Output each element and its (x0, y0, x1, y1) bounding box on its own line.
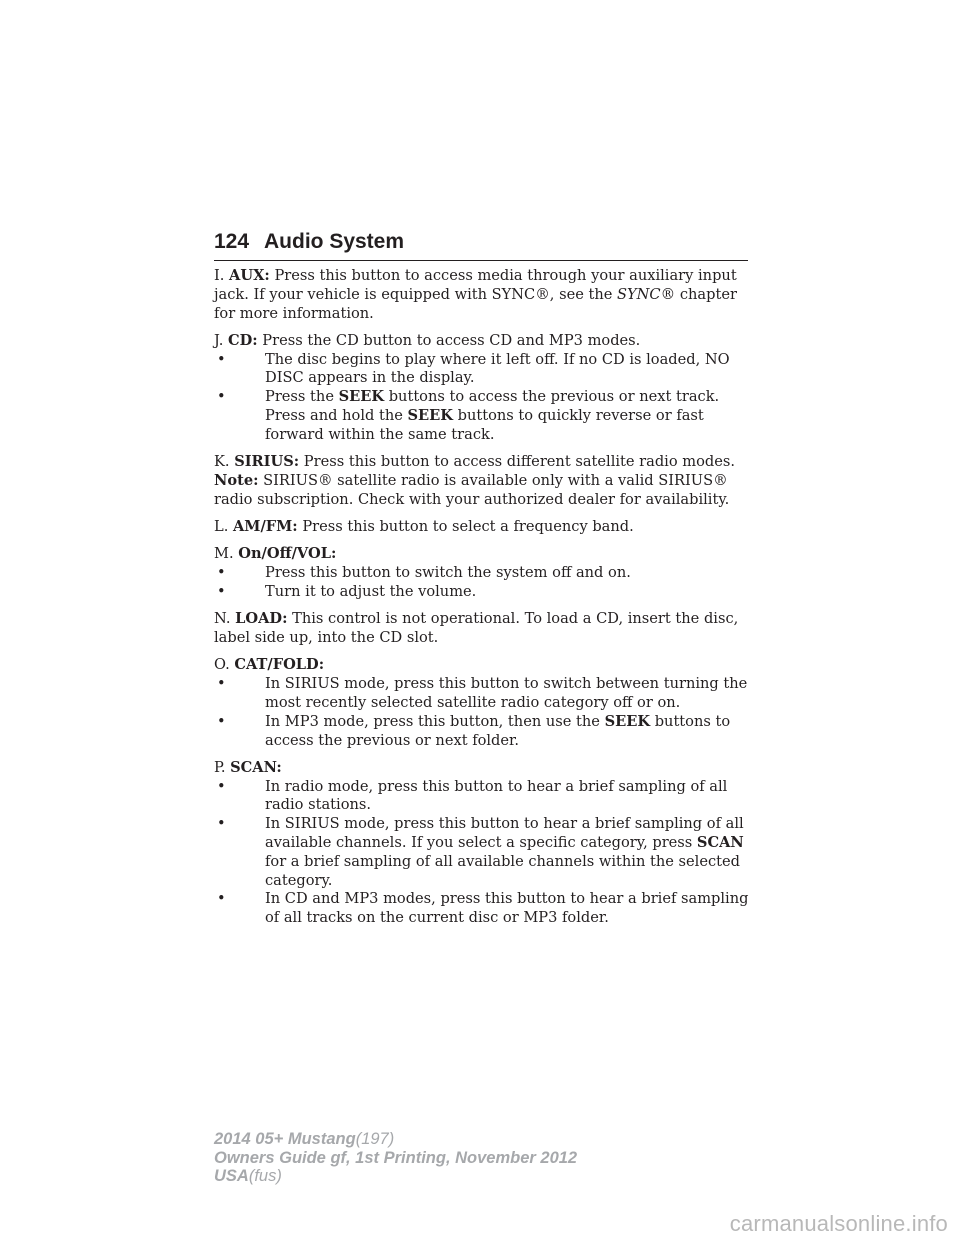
page-number: 124 (214, 230, 250, 253)
cd-label: CD: (228, 331, 258, 349)
catfold-label: CAT/FOLD: (234, 656, 325, 674)
bullet-icon: • (217, 564, 226, 582)
bullet-icon: • (217, 350, 226, 368)
print-info-footer (214, 1130, 577, 1186)
watermark: carmanualsonline.info (729, 1211, 948, 1236)
list-item: • The disc begins to play where it left off. If no CD is loaded, NO DISC appears in the display. (217, 350, 730, 387)
footer-line-1: 2014 05+ Mustang(197) (214, 1130, 395, 1148)
item-scan: P. SCAN: (214, 758, 282, 776)
bullet-icon: • (217, 890, 226, 908)
bullet-icon: • (217, 675, 226, 693)
note: Note: SIRIUS® satellite radio is available only with a valid SIRIUS® radio subscription. Check with your authorized dealer for availability. (214, 471, 730, 508)
list-item: • In CD and MP3 modes, press this button to hear a brief sampling of all tracks on the current disc or MP3 folder. (217, 890, 749, 927)
item-amfm: L. AM/FM: Press this button to select a frequency band. (214, 518, 634, 536)
footer-line-3: USA(fus) (214, 1167, 282, 1185)
list-item: • In MP3 mode, press this button, then use the SEEK buttons to access the previous or next folder. (217, 712, 731, 749)
bullet-icon: • (217, 712, 226, 730)
list-item: • In SIRIUS mode, press this button to switch between turning the most recently selected satellite radio category off or on. (217, 675, 748, 711)
bullet-icon: • (217, 582, 226, 600)
list-item: • Press the SEEK buttons to access the previous or next track. Press and hold the SEEK buttons to quickly reverse or fast forward within the same track. (217, 388, 720, 443)
page-title: Audio System (264, 230, 405, 253)
item-onoff: M. On/Off/VOL: (214, 545, 337, 563)
page-header (214, 230, 748, 261)
item-cd: J. CD: Press the CD button to access CD and MP3 modes. (214, 331, 641, 349)
bullet-icon: • (217, 815, 226, 833)
item-sirius: K. SIRIUS: Press this button to access different satellite radio modes. (214, 453, 736, 471)
list-item: • In radio mode, press this button to hear a brief sampling of all radio stations. (217, 777, 728, 814)
aux-label: AUX: (229, 267, 270, 284)
footer-line-2: Owners Guide gf, 1st Printing, November 2012 (214, 1148, 578, 1167)
bullet-icon: • (217, 777, 226, 795)
item-load: N. LOAD: This control is not operational. To load a CD, insert the disc, label side up, into the CD slot. (214, 610, 739, 647)
onoff-label: On/Off/VOL: (238, 545, 337, 563)
list-item: • Turn it to adjust the volume. (217, 582, 477, 600)
note-label: Note: (214, 471, 259, 489)
scan-label: SCAN: (230, 758, 282, 776)
list-item: • In SIRIUS mode, press this button to hear a brief sampling of all available channels. If you select a specific category, press SCAN for a brief sampling of all available channels within the selected category. (217, 815, 744, 889)
amfm-label: AM/FM: (232, 518, 298, 536)
item-catfold: O. CAT/FOLD: (214, 656, 325, 674)
load-label: LOAD: (235, 610, 288, 628)
item-aux: I. AUX: Press this button to access media through your auxiliary input jack. If your vehicle is equipped with SYNC®, see the SYNC® chapter for more information. (214, 267, 737, 322)
sync-reference: SYNC® (617, 285, 676, 303)
page-content (214, 267, 754, 928)
sirius-label: SIRIUS: (234, 453, 300, 471)
bullet-icon: • (217, 388, 226, 406)
list-item: • Press this button to switch the system off and on. (217, 564, 631, 582)
